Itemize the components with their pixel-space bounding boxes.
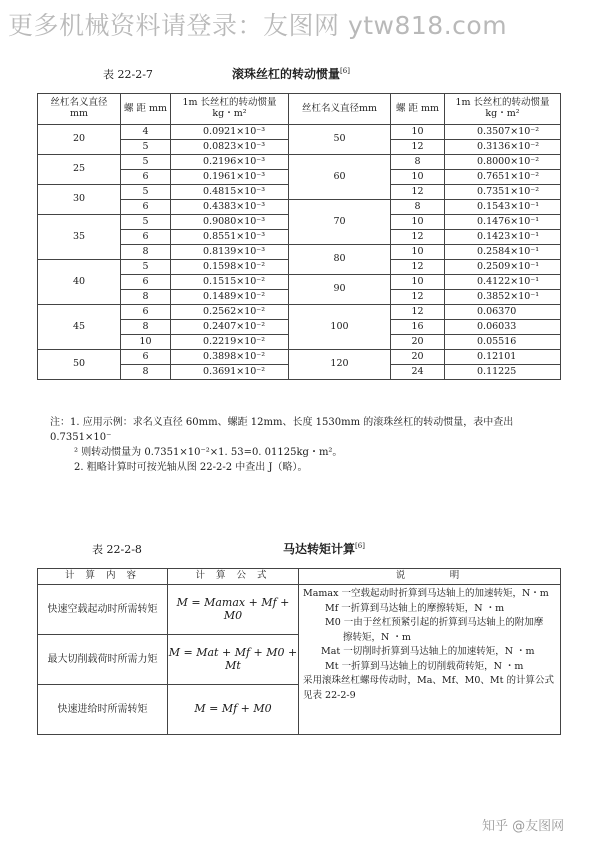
pitch-cell: 5 (121, 215, 171, 230)
pitch-cell: 10 (391, 245, 445, 260)
table-row (38, 125, 561, 140)
diameter-cell: 25 (38, 155, 121, 185)
calc-content: 快速进给时所需转矩 (38, 685, 168, 735)
header-content: 计 算 内 容 (38, 569, 168, 585)
inertia-cell: 0.8139×10⁻³ (171, 245, 289, 260)
inertia-cell: 0.12101 (445, 350, 561, 365)
pitch-cell: 12 (391, 140, 445, 155)
pitch-cell: 5 (121, 140, 171, 155)
table1-notes (50, 415, 565, 475)
pitch-cell: 6 (121, 230, 171, 245)
pitch-cell: 24 (391, 365, 445, 380)
pitch-cell: 10 (121, 335, 171, 350)
diameter-cell: 60 (289, 155, 391, 200)
table-row (38, 305, 561, 320)
inertia-cell: 0.2584×10⁻¹ (445, 245, 561, 260)
table-row (38, 585, 561, 635)
diameter-cell: 30 (38, 185, 121, 215)
table-row (38, 155, 561, 170)
inertia-cell: 0.1961×10⁻³ (171, 170, 289, 185)
inertia-cell: 0.1543×10⁻¹ (445, 200, 561, 215)
calc-formula: M = Mamax + Mf + M0 (168, 585, 299, 635)
desc-line: Mat 一切削时折算到马达轴上的加速转矩，N ・m (321, 646, 535, 657)
header-pitch: 螺 距 mm (121, 94, 171, 125)
header-inertia-right: 1m 长丝杠的转动惯量 kg・m² (445, 94, 561, 125)
inertia-cell: 0.05516 (445, 335, 561, 350)
inertia-cell: 0.3852×10⁻¹ (445, 290, 561, 305)
inertia-table-header (38, 94, 561, 125)
inertia-cell: 0.8000×10⁻² (445, 155, 561, 170)
watermark-banner: 更多机械资料请登录：友图网 ytw818.com (8, 11, 508, 40)
torque-table (37, 568, 561, 735)
pitch-cell: 10 (391, 215, 445, 230)
description-cell (299, 585, 561, 735)
diameter-cell: 50 (289, 125, 391, 155)
calc-formula: M = Mf + M0 (168, 685, 299, 735)
inertia-cell: 0.2509×10⁻¹ (445, 260, 561, 275)
calc-content: 快速空载起动时所需转矩 (38, 585, 168, 635)
desc-line: Mamax 一空载起动时折算到马达轴上的加速转矩，N・m (303, 588, 549, 599)
desc-line: 见表 22-2-9 (303, 689, 356, 701)
inertia-cell: 0.9080×10⁻³ (171, 215, 289, 230)
diameter-cell: 45 (38, 305, 121, 350)
pitch-cell: 5 (121, 260, 171, 275)
pitch-cell: 12 (391, 305, 445, 320)
inertia-table (37, 93, 561, 380)
diameter-cell: 90 (289, 275, 391, 305)
diameter-cell: 80 (289, 245, 391, 275)
pitch-cell: 12 (391, 290, 445, 305)
pitch-cell: 8 (121, 245, 171, 260)
pitch-cell: 8 (391, 155, 445, 170)
inertia-cell: 0.1598×10⁻² (171, 260, 289, 275)
pitch-cell: 6 (121, 305, 171, 320)
inertia-cell: 0.2196×10⁻³ (171, 155, 289, 170)
desc-line: 擦转矩，N ・m (343, 631, 411, 643)
diameter-cell: 100 (289, 305, 391, 350)
inertia-cell: 0.1476×10⁻¹ (445, 215, 561, 230)
header-description: 说 明 (299, 569, 561, 585)
header-diameter: 丝杠名义直径 mm (38, 94, 121, 125)
pitch-cell: 6 (121, 200, 171, 215)
inertia-cell: 0.0921×10⁻³ (171, 125, 289, 140)
footer-brand: 知乎 @友图网 (482, 819, 565, 834)
inertia-cell: 0.0823×10⁻³ (171, 140, 289, 155)
diameter-cell: 120 (289, 350, 391, 380)
table2-caption: 表 22-2-8 (92, 543, 142, 556)
header-diameter-right: 丝杠名义直径mm (289, 94, 391, 125)
inertia-cell: 0.1515×10⁻² (171, 275, 289, 290)
inertia-cell: 0.7351×10⁻² (445, 185, 561, 200)
inertia-cell: 0.2562×10⁻² (171, 305, 289, 320)
diameter-cell: 50 (38, 350, 121, 380)
inertia-cell: 0.4815×10⁻³ (171, 185, 289, 200)
inertia-cell: 0.1423×10⁻¹ (445, 230, 561, 245)
inertia-cell: 0.3898×10⁻² (171, 350, 289, 365)
inertia-cell: 0.4383×10⁻³ (171, 200, 289, 215)
pitch-cell: 20 (391, 335, 445, 350)
desc-line: Mf 一折算到马达轴上的摩擦转矩，N ・m (325, 602, 505, 614)
pitch-cell: 6 (121, 350, 171, 365)
pitch-cell: 10 (391, 125, 445, 140)
inertia-cell: 0.1489×10⁻² (171, 290, 289, 305)
header-pitch-right: 螺 距 mm (391, 94, 445, 125)
pitch-cell: 12 (391, 185, 445, 200)
inertia-cell: 0.06033 (445, 320, 561, 335)
note-line-2: ² 则转动惯量为 0.7351×10⁻²×1. 53=0. 01125kg・m²。 (74, 447, 343, 458)
inertia-cell: 0.3507×10⁻² (445, 125, 561, 140)
inertia-cell: 0.2407×10⁻² (171, 320, 289, 335)
table-row (38, 350, 561, 365)
calc-formula: M = Mat + Mf + M0 + Mt (168, 635, 299, 685)
pitch-cell: 12 (391, 260, 445, 275)
diameter-cell: 40 (38, 260, 121, 305)
pitch-cell: 8 (121, 320, 171, 335)
diameter-cell: 70 (289, 200, 391, 245)
pitch-cell: 20 (391, 350, 445, 365)
table1-caption: 表 22-2-7 (103, 68, 153, 81)
inertia-cell: 0.2219×10⁻² (171, 335, 289, 350)
diameter-cell: 35 (38, 215, 121, 260)
pitch-cell: 8 (391, 200, 445, 215)
note-line-3: 2. 粗略计算时可按光轴从图 22-2-2 中查出 J（略）。 (74, 462, 308, 473)
pitch-cell: 16 (391, 320, 445, 335)
inertia-cell: 0.11225 (445, 365, 561, 380)
pitch-cell: 6 (121, 275, 171, 290)
pitch-cell: 10 (391, 170, 445, 185)
desc-line: M0 一由于丝杠预紧引起的折算到马达轴上的附加摩 (325, 617, 544, 628)
desc-line: 采用滚珠丝杠螺母传动时，Ma、Mf、M0、Mt 的计算公式 (303, 675, 554, 686)
note-line-1: 注：1. 应用示例：求名义直径 60mm、螺距 12mm、长度 1530mm 的滚珠丝杠的转动惯量，表中查出 0.7351×10⁻ (50, 417, 514, 443)
header-inertia: 1m 长丝杠的转动惯量 kg・m² (171, 94, 289, 125)
inertia-cell: 0.7651×10⁻² (445, 170, 561, 185)
inertia-cell: 0.3691×10⁻² (171, 365, 289, 380)
pitch-cell: 12 (391, 230, 445, 245)
pitch-cell: 10 (391, 275, 445, 290)
pitch-cell: 8 (121, 365, 171, 380)
calc-content: 最大切削载荷时所需力矩 (38, 635, 168, 685)
pitch-cell: 8 (121, 290, 171, 305)
pitch-cell: 5 (121, 155, 171, 170)
inertia-cell: 0.8551×10⁻³ (171, 230, 289, 245)
inertia-cell: 0.3136×10⁻² (445, 140, 561, 155)
pitch-cell: 6 (121, 170, 171, 185)
inertia-cell: 0.06370 (445, 305, 561, 320)
diameter-cell: 20 (38, 125, 121, 155)
pitch-cell: 4 (121, 125, 171, 140)
table2-title: 马达转矩计算[6] (283, 542, 365, 556)
table1-title: 滚珠丝杠的转动惯量[6] (232, 67, 350, 81)
pitch-cell: 5 (121, 185, 171, 200)
desc-line: Mt 一折算到马达轴上的切削载荷转矩，N ・m (325, 660, 524, 672)
inertia-cell: 0.4122×10⁻¹ (445, 275, 561, 290)
header-formula: 计 算 公 式 (168, 569, 299, 585)
torque-table-header (38, 569, 561, 585)
